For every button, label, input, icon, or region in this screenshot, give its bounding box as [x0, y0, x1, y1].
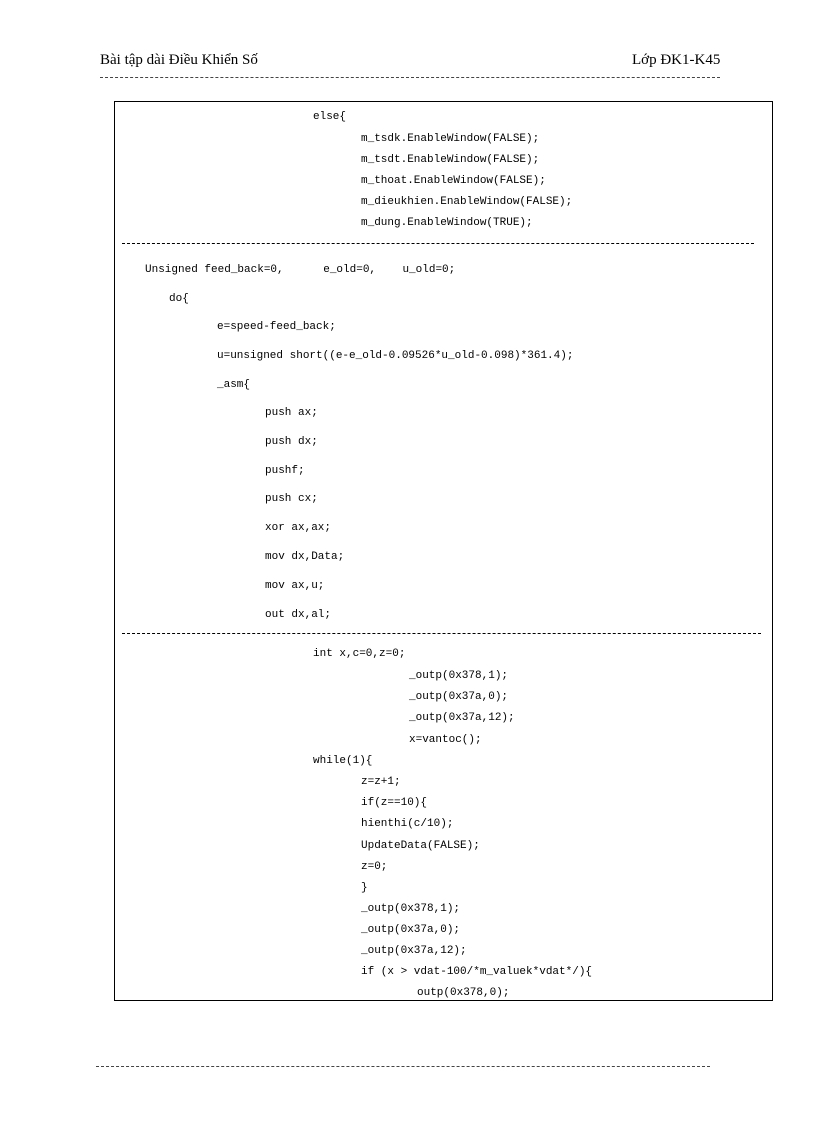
code-line: out dx,al; — [265, 609, 332, 621]
code-line: m_dieukhien.EnableWindow(FALSE); — [361, 196, 573, 208]
code-line: Unsigned feed_back=0, e_old=0, u_old=0; — [145, 264, 456, 276]
code-line: _asm{ — [217, 379, 251, 391]
code-line: u=unsigned short((e-e_old-0.09526*u_old-0.098)*361.4); — [217, 350, 574, 362]
code-line: push cx; — [265, 493, 318, 505]
code-line: m_tsdk.EnableWindow(FALSE); — [361, 133, 540, 145]
section-divider — [122, 243, 754, 244]
code-line: mov dx,Data; — [265, 551, 345, 563]
code-frame — [114, 101, 773, 1001]
code-line: z=z+1; — [361, 776, 401, 788]
section-divider — [122, 633, 761, 634]
code-line: e=speed-feed_back; — [217, 321, 336, 333]
code-line: _outp(0x378,1); — [361, 903, 461, 915]
code-line: pushf; — [265, 465, 305, 477]
header-class-label: Lớp ĐK1-K45 — [632, 52, 721, 68]
code-line: if (x > vdat-100/*m_valuek*vdat*/){ — [361, 966, 593, 978]
code-line: _outp(0x37a,0); — [361, 924, 461, 936]
code-line: _outp(0x37a,0); — [409, 691, 509, 703]
code-line: else{ — [313, 111, 347, 123]
code-line: while(1){ — [313, 755, 373, 767]
code-line: } — [361, 882, 368, 894]
code-line: mov ax,u; — [265, 580, 325, 592]
header-course-title: Bài tập dài Điều Khiển Số — [100, 52, 258, 68]
code-line: m_tsdt.EnableWindow(FALSE); — [361, 154, 540, 166]
code-line: do{ — [169, 293, 189, 305]
code-line: push dx; — [265, 436, 318, 448]
code-line: m_thoat.EnableWindow(FALSE); — [361, 175, 546, 187]
code-line: _outp(0x37a,12); — [409, 712, 515, 724]
code-line: z=0; — [361, 861, 388, 873]
code-line: outp(0x378,0); — [417, 987, 510, 999]
code-line: push ax; — [265, 407, 318, 419]
code-line: UpdateData(FALSE); — [361, 840, 480, 852]
footer-divider — [96, 1066, 710, 1067]
code-line: _outp(0x378,1); — [409, 670, 509, 682]
header-divider — [100, 77, 720, 78]
code-line: xor ax,ax; — [265, 522, 332, 534]
code-line: hienthi(c/10); — [361, 818, 454, 830]
code-line: x=vantoc(); — [409, 734, 482, 746]
code-line: _outp(0x37a,12); — [361, 945, 467, 957]
code-line: if(z==10){ — [361, 797, 428, 809]
code-line: int x,c=0,z=0; — [313, 648, 406, 660]
code-line: m_dung.EnableWindow(TRUE); — [361, 217, 533, 229]
